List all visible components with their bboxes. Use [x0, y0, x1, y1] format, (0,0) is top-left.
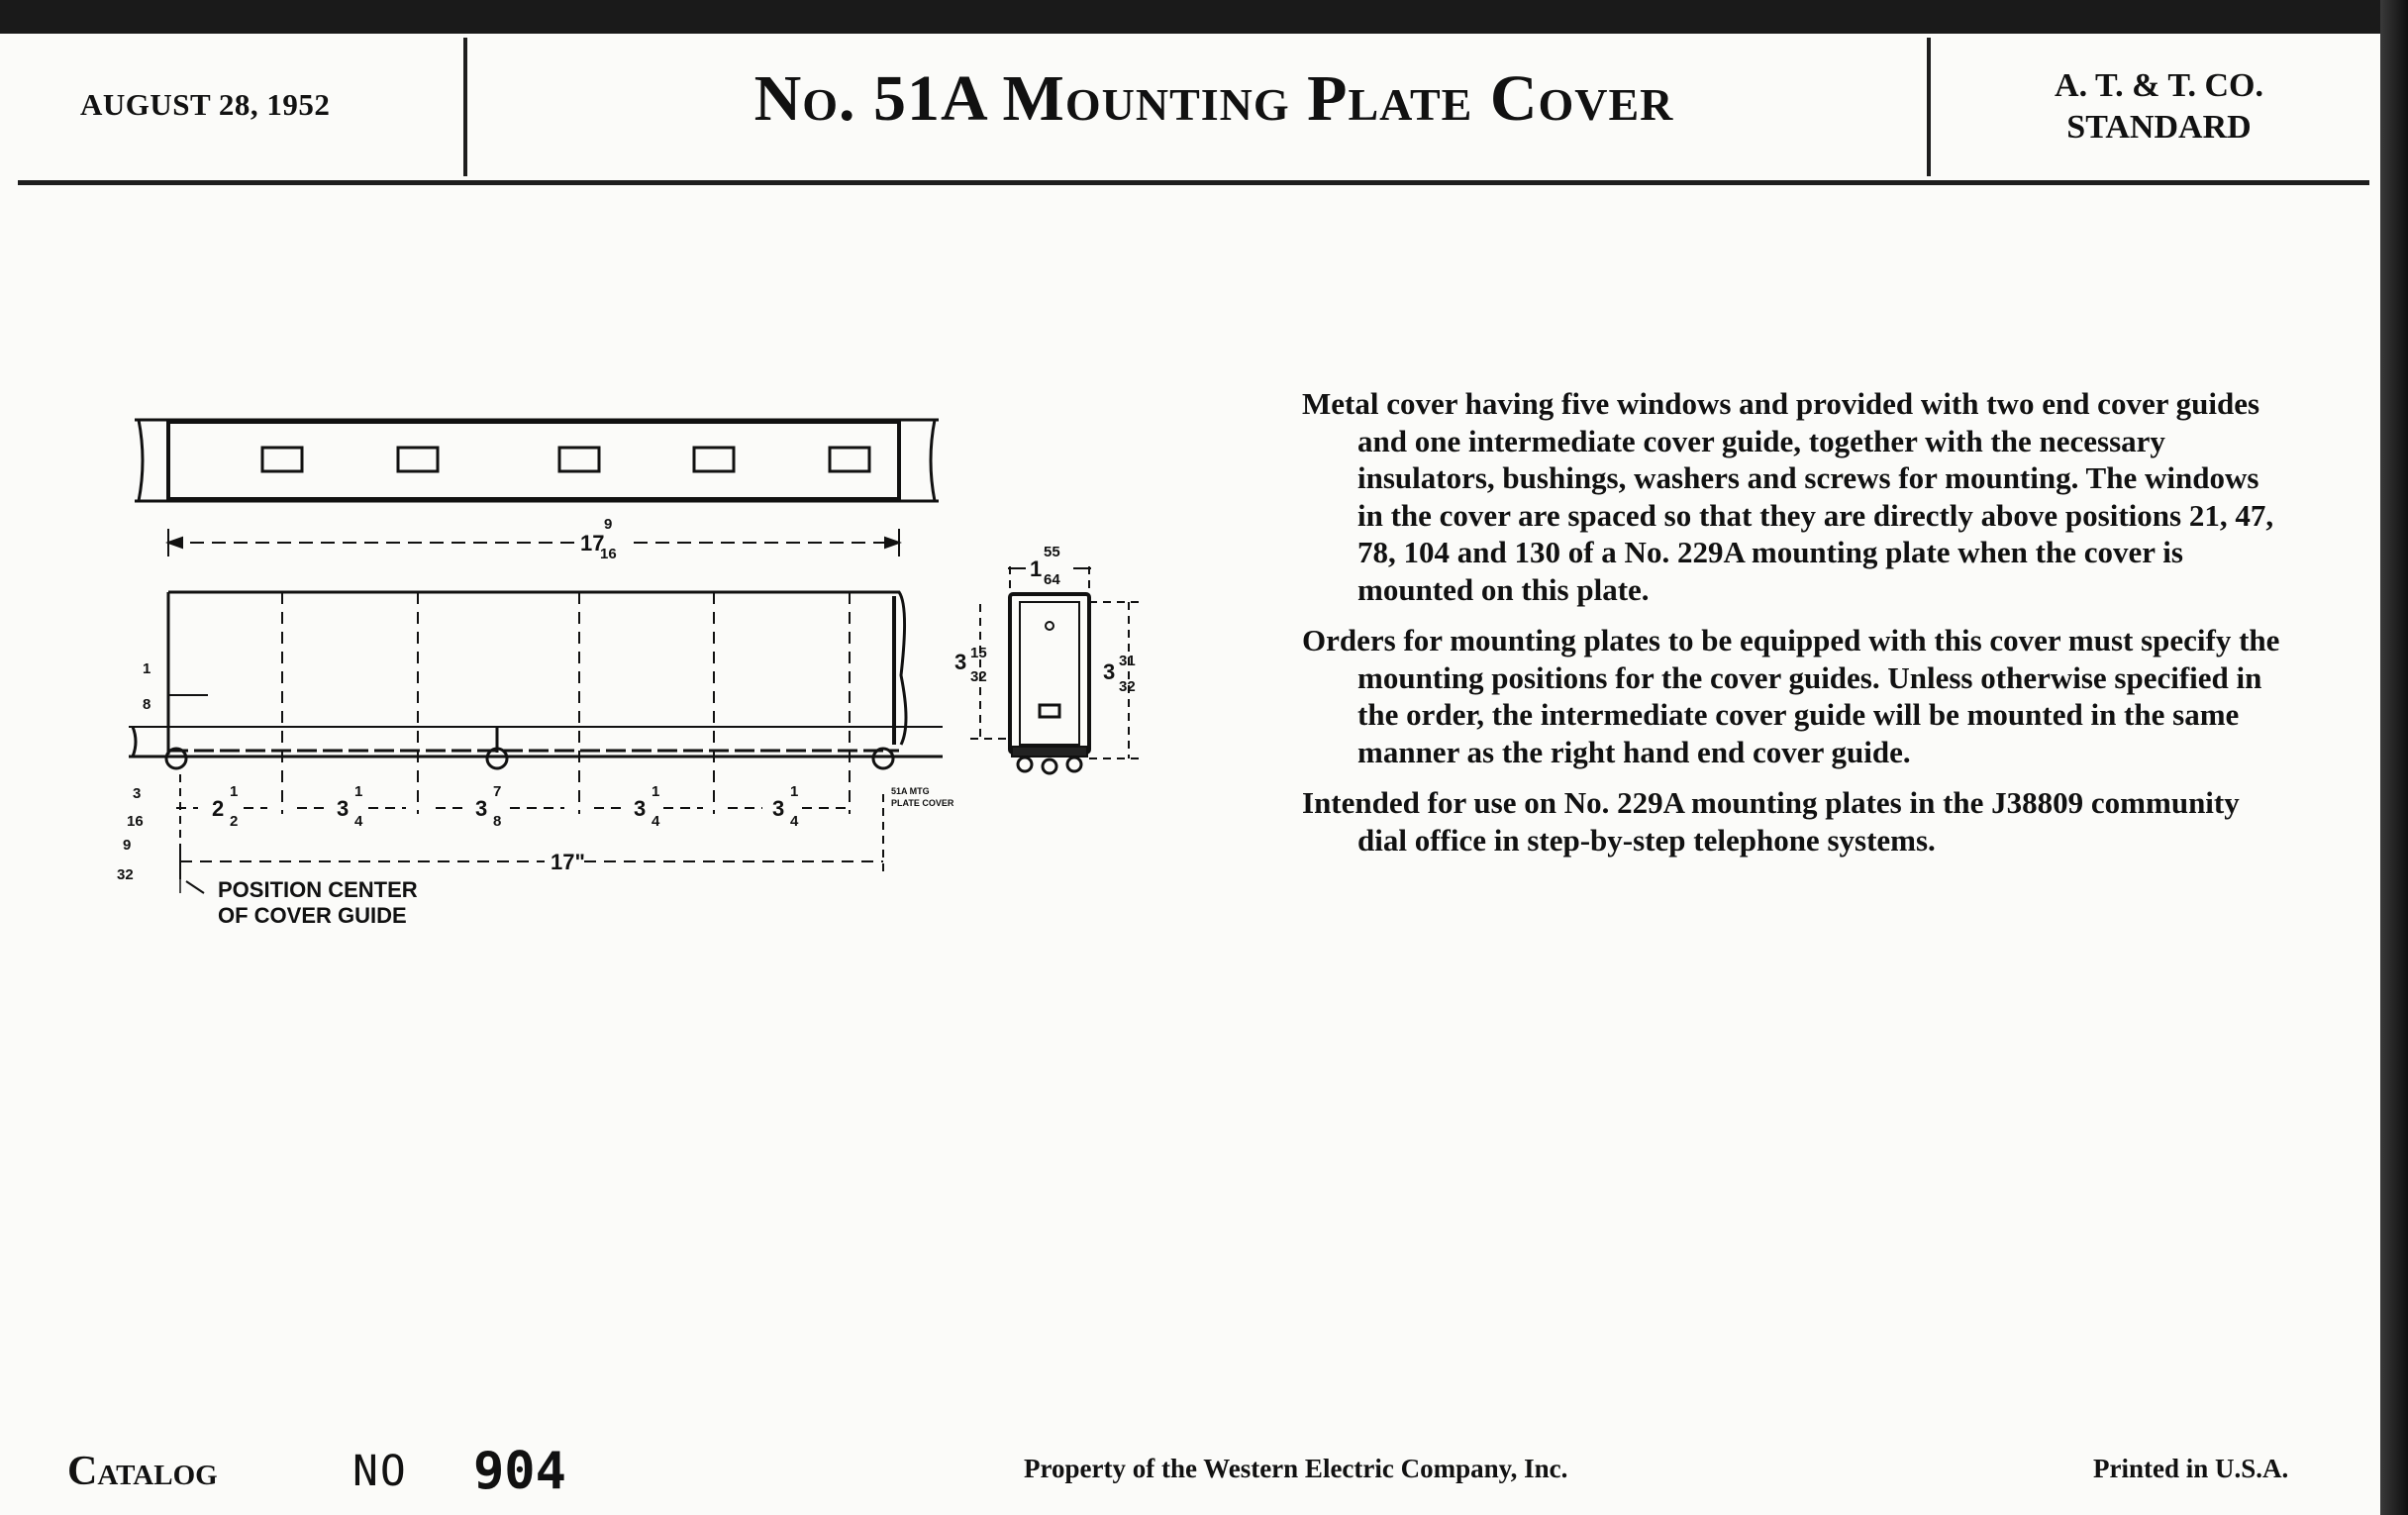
left-eighth-num: 1	[143, 660, 151, 677]
side-view	[1010, 594, 1089, 773]
window	[694, 448, 734, 471]
dim-overall-top: 17	[580, 531, 605, 556]
window	[559, 448, 599, 471]
header	[18, 34, 2369, 185]
cover-guides	[166, 727, 893, 768]
side-right-den: 32	[1119, 678, 1136, 695]
left-b-den: 32	[117, 866, 134, 883]
spacing-4-num: 1	[652, 783, 660, 800]
top-view-cover	[168, 422, 899, 499]
spacing-5-den: 4	[790, 813, 799, 830]
guide-note-line-1: POSITION CENTER	[218, 877, 418, 902]
top-view-plate	[135, 420, 939, 501]
note-plate-line-2: PLATE COVER	[891, 798, 954, 808]
description-paragraph: Metal cover having five windows and provided with two end cover guides and one intermediate cover guide, together with the necessary insulators, bushings, washers and screws for mounting. The windows in the cover are spaced so that they are directly above positions 21, 47, 78, 104 and 130 of a No. 229A mounting plate when the cover is mounted on this plate.	[1302, 386, 2274, 607]
spacing-1-whole: 2	[212, 796, 225, 821]
standard-label	[1949, 65, 2369, 149]
property-notice: Property of the Western Electric Company, Inc.	[1024, 1454, 1568, 1483]
description	[1302, 385, 2292, 872]
spacing-2-num: 1	[354, 783, 363, 800]
description-paragraph: Intended for use on No. 229A mounting plates in the J38809 community dial office in step-by-step telephone systems.	[1302, 785, 2240, 858]
side-left-den: 32	[970, 668, 987, 685]
window-centerlines	[282, 592, 850, 814]
printed-notice: Printed in U.S.A.	[2093, 1454, 2289, 1483]
window	[830, 448, 869, 471]
spacing-3-whole: 3	[475, 796, 488, 821]
side-right-whole: 3	[1103, 659, 1116, 684]
header-divider	[463, 38, 467, 176]
catalog-label: Catalog	[67, 1449, 218, 1494]
side-width-den: 64	[1044, 571, 1060, 588]
catalog-card	[0, 34, 2380, 1515]
left-a-num: 3	[133, 785, 142, 802]
spacing-1-den: 2	[230, 813, 239, 830]
spacing-5-whole: 3	[772, 796, 785, 821]
side-right-num: 31	[1119, 653, 1136, 669]
left-eighth-den: 8	[143, 696, 151, 713]
standard-line-2: STANDARD	[2066, 109, 2252, 146]
spacing-3-num: 7	[493, 783, 502, 800]
side-width-whole: 1	[1030, 556, 1043, 581]
dim-frac-num: 9	[604, 516, 613, 533]
guide-note-line-2: OF COVER GUIDE	[218, 903, 407, 928]
catalog-number: 904	[473, 1442, 566, 1501]
spacing-4-den: 4	[652, 813, 660, 830]
standard-line-1: A. T. & T. CO.	[2055, 67, 2263, 104]
left-b-num: 9	[123, 837, 132, 854]
dim-overall-bottom: 17"	[551, 850, 585, 874]
front-view-plate	[129, 727, 943, 757]
side-width-num: 55	[1044, 544, 1060, 560]
catalog-no-label: NO	[352, 1447, 408, 1496]
spacing-2-whole: 3	[337, 796, 350, 821]
side-left-num: 15	[970, 645, 987, 661]
dim-frac-den: 16	[600, 546, 617, 562]
spacing-4-whole: 3	[634, 796, 647, 821]
left-a-den: 16	[127, 813, 144, 830]
spacing-3-den: 8	[493, 813, 502, 830]
issue-date: AUGUST 28, 1952	[80, 87, 331, 122]
window	[262, 448, 302, 471]
technical-drawing	[109, 378, 1277, 953]
front-view-cover	[168, 592, 906, 745]
scan-edge	[2380, 0, 2408, 1515]
spacing-2-den: 4	[354, 813, 363, 830]
side-left-whole: 3	[954, 650, 967, 674]
note-plate-line-1: 51A MTG	[891, 786, 930, 796]
cover-windows	[262, 448, 869, 471]
window	[398, 448, 438, 471]
spacing-1-num: 1	[230, 783, 239, 800]
description-paragraph: Orders for mounting plates to be equipped with this cover must specify the mounting positions for the cover guides. Unless otherwise specified in the order, the intermediate cover guide will be mounted in the same manner as the right hand end cover guide.	[1302, 623, 2280, 769]
spacing-5-num: 1	[790, 783, 799, 800]
page-title: No. 51A Mounting Plate Cover	[753, 62, 1674, 135]
